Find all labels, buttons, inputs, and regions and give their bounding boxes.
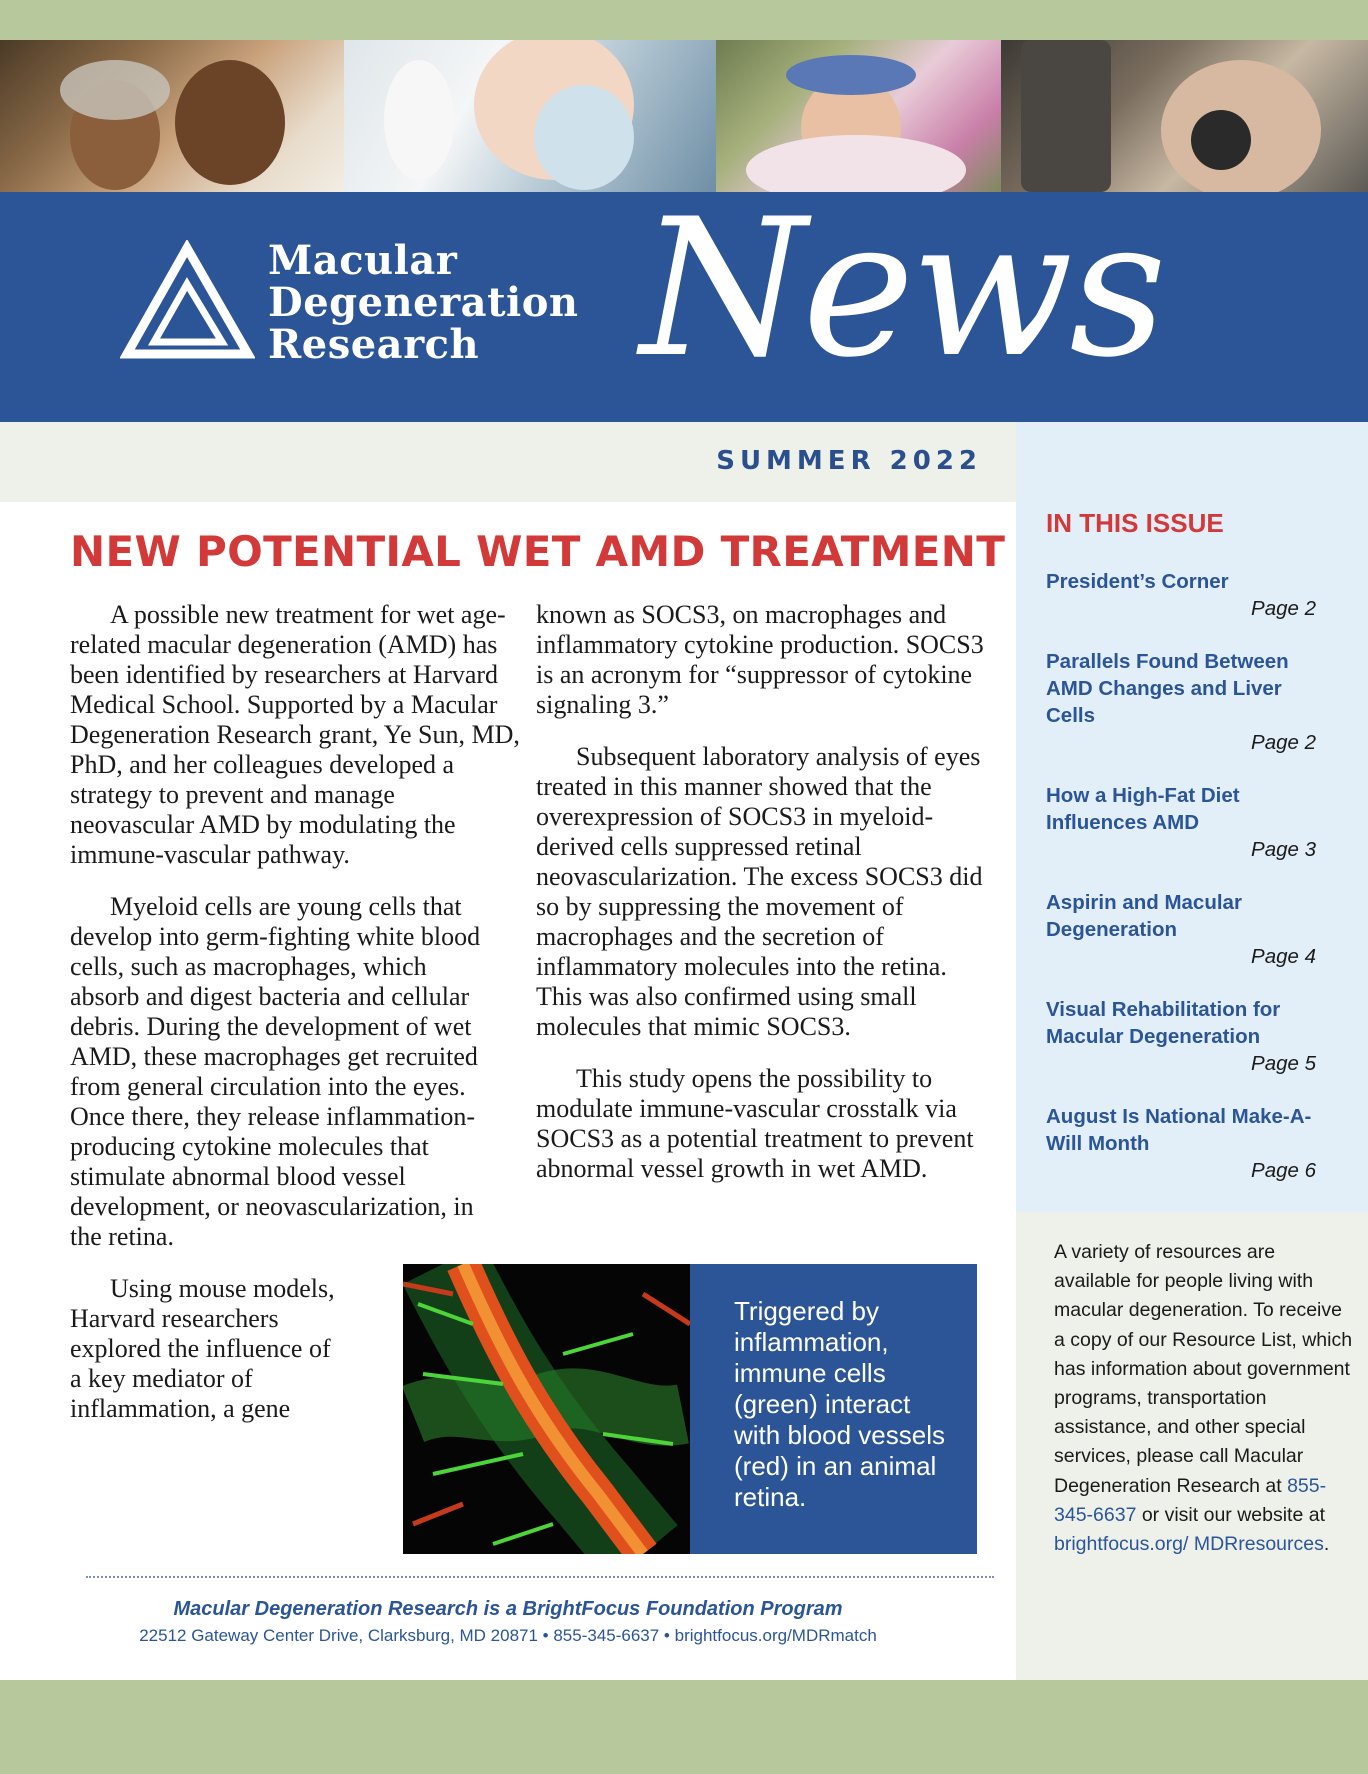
- toc-item[interactable]: [1046, 889, 1326, 970]
- toc-item-page: Page 5: [1251, 1052, 1316, 1075]
- photo-smiling-couple: [0, 40, 344, 192]
- issue-date: SUMMER 2022: [716, 446, 982, 476]
- footer-program-line: Macular Degeneration Research is a BrightFocus Foundation Program: [173, 1598, 843, 1620]
- toc-item-page: Page 4: [1251, 945, 1316, 968]
- retina-figure: [403, 1264, 977, 1554]
- article-paragraph: A possible new treatment for wet age-related macular degeneration (AMD) has been identified by researchers at Harvard Medical School. Supported by a Macular Degeneration Research grant, Ye Sun, MD, PhD, and her colleagues developed a strategy to prevent and manage neovascular AMD by modulating the immune-vascular pathway.: [70, 600, 520, 869]
- organization-name: [268, 237, 579, 368]
- article-paragraph: known as SOCS3, on macrophages and inflammatory cytokine production. SOCS3 is an acronym for “suppressor of cytokine signaling 3.”: [536, 600, 984, 719]
- toc-heading: IN THIS ISSUE: [1046, 508, 1224, 538]
- toc-item[interactable]: [1046, 1103, 1326, 1184]
- toc-item-title[interactable]: August Is National Make-A-Will Month: [1046, 1105, 1312, 1155]
- toc-item-title[interactable]: Aspirin and Macular Degeneration: [1046, 891, 1242, 941]
- org-name-line-3: Research: [268, 321, 480, 368]
- figure-caption: Triggered by inflammation, immune cells (green) interact with blood vessels (red) in an animal retina.: [690, 1264, 977, 1554]
- photo-eye-exam: [1001, 40, 1368, 192]
- in-this-issue-panel: [1016, 422, 1368, 1212]
- article-column-right: [536, 600, 986, 1206]
- toc-item-title[interactable]: President’s Corner: [1046, 570, 1229, 593]
- top-color-band: [0, 0, 1368, 40]
- photo-woman-with-flowers: [716, 40, 1001, 192]
- toc-item[interactable]: [1046, 996, 1326, 1077]
- article-paragraph: This study opens the possibility to modulate immune-vascular crosstalk via SOCS3 as a potential treatment to prevent abnormal vessel growth in wet AMD.: [536, 1064, 974, 1183]
- org-name-line-2: Degeneration: [268, 279, 579, 326]
- article-headline: NEW POTENTIAL WET AMD TREATMENT: [70, 527, 1006, 576]
- toc-item-page: Page 2: [1251, 731, 1316, 754]
- footer-address-line: 22512 Gateway Center Drive, Clarksburg, MD 20871 • 855-345-6637 • brightfocus.org/MDRmatch: [139, 1626, 877, 1645]
- article-paragraph: Myeloid cells are young cells that develop into germ-fighting white blood cells, such as macrophages, which absorb and digest bacteria and cellular debris. During the development of wet AMD, these macrophages get recruited from general circulation into the eyes. Once there, they release inflammation-producing cytokine molecules that stimulate abnormal blood vessel development, or neovascularization, in the retina.: [70, 892, 481, 1251]
- bottom-color-band: [0, 1680, 1368, 1774]
- triangle-logo-icon: [120, 240, 255, 362]
- toc-item-title[interactable]: Visual Rehabilitation for Macular Degeneration: [1046, 998, 1281, 1048]
- article-paragraph: Using mouse models, Harvard researchers explored the influence of a key mediator of inflammation, a gene: [70, 1274, 335, 1423]
- masthead: [0, 192, 1368, 422]
- newsletter-title: News: [640, 192, 1163, 399]
- org-name-line-1: Macular: [268, 237, 458, 284]
- photo-lab-researcher: [344, 40, 716, 192]
- resources-body: A variety of resources are available for people living with macular degeneration. To receive a copy of our Resource List, which has information about government programs, transportation assistance, and other special services, please call Macular Degeneration Research at: [1054, 1241, 1353, 1497]
- toc-item-title[interactable]: How a High-Fat Diet Influences AMD: [1046, 784, 1240, 834]
- toc-list: [1046, 568, 1326, 1210]
- resources-mid: or visit our website at: [1136, 1503, 1325, 1526]
- retina-micrograph-image: [403, 1264, 690, 1554]
- resources-text: [1054, 1238, 1354, 1559]
- resources-end: .: [1323, 1533, 1330, 1556]
- resources-phone-link[interactable]: 855-345-6637: [1054, 1474, 1327, 1526]
- resources-website-link[interactable]: brightfocus.org/ MDRresources: [1054, 1533, 1324, 1556]
- resources-panel: [1016, 1212, 1368, 1680]
- toc-item-title[interactable]: Parallels Found Between AMD Changes and Liver Cells: [1046, 650, 1289, 727]
- toc-item[interactable]: [1046, 648, 1326, 756]
- toc-item-page: Page 2: [1251, 597, 1316, 620]
- issue-band: [0, 422, 1016, 502]
- article-paragraph: Subsequent laboratory analysis of eyes treated in this manner showed that the overexpression of SOCS3 in myeloid-derived cells suppressed retinal neovascularization. The excess SOCS3 did so by suppressing the movement of macrophages and the secretion of inflammatory molecules into the retina. This was also confirmed using small molecules that mimic SOCS3.: [536, 742, 983, 1041]
- toc-item[interactable]: [1046, 568, 1326, 622]
- toc-item-page: Page 3: [1251, 838, 1316, 861]
- footer-divider: [86, 1576, 994, 1578]
- header-photo-strip: [0, 40, 1368, 192]
- toc-item-page: Page 6: [1251, 1159, 1316, 1182]
- toc-item[interactable]: [1046, 782, 1326, 863]
